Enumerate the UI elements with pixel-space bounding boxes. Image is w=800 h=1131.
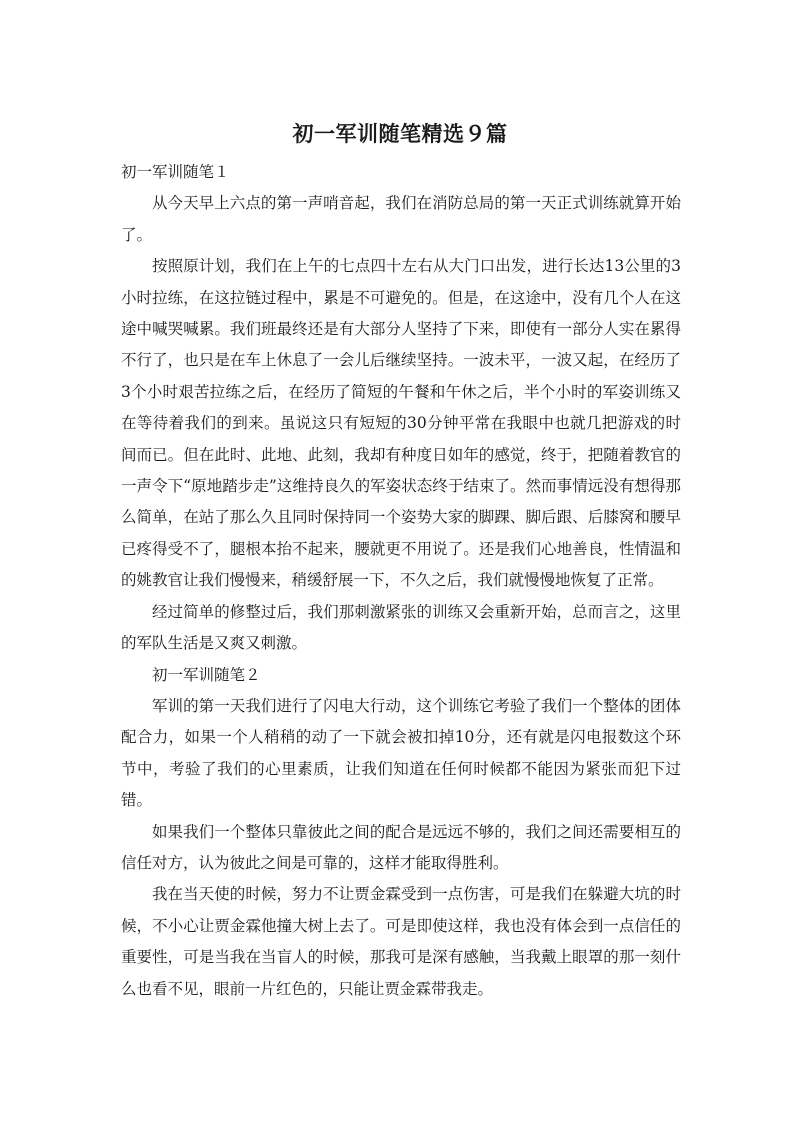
section-2-paragraph-2: 如果我们一个整体只靠彼此之间的配合是远远不够的，我们之间还需要相互的信任对方，认为彼此之间是可靠的，这样才能取得胜利。 (121, 822, 681, 872)
section-1-paragraph-1: 从今天早上六点的第一声哨音起，我们在消防总局的第一天正式训练就算开始了。 (121, 194, 681, 244)
section-1-paragraph-2: 按照原计划，我们在上午的七点四十左右从大门口出发，进行长达13公里的3小时拉练，在这拉链过程中，累是不可避免的。但是，在这途中，没有几个人在这途中喊哭喊累。我们班最终还是有大部分人坚持了下来，即使有一部分人实在累得不行了，也只是在车上休息了一会儿后继续坚持。一波未平，一波又起，在经历了3个小时艰苦拉练之后，在经历了简短的午餐和午休之后，半个小时的军姿训练又在等待着我们的到来。虽说这只有短短的30分钟平常在我眼中也就几把游戏的时间而已。但在此时、此地、此刻，我却有种度日如年的感觉，终于，把随着教官的一声令下“原地踏步走”这维持良久的军姿状态终于结束了。然而事情远没有想得那么简单，在站了那么久且同时保持同一个姿势大家的脚踝、脚后跟、后膝窝和腰早已疼得受不了，腿根本抬不起来，腰就更不用说了。还是我们心地善良，性情温和的姚教官让我们慢慢来，稍缓舒展一下，不久之后，我们就慢慢地恢复了正常。 (121, 257, 681, 590)
section-1-heading: 初一军训随笔１ (121, 163, 230, 181)
document-body (121, 157, 681, 1005)
document-title: 初一军训随笔精选９篇 (292, 122, 508, 146)
section-2-paragraph-1: 军训的第一天我们进行了闪电大行动，这个训练它考验了我们一个整体的团体配合力，如果一个人稍稍的动了一下就会被扣掉10分，还有就是闪电报数这个环节中，考验了我们的心里素质，让我们知道在任何时候都不能因为紧张而犯下过错。 (121, 696, 681, 810)
section-2-paragraph-3: 我在当天使的时候，努力不让贾金霖受到一点伤害，可是我们在躲避大坑的时候，不小心让贾金霖他撞大树上去了。可是即使这样，我也没有体会到一点信任的重要性，可是当我在当盲人的时候，那我可是深有感触，当我戴上眼罩的那一刻什么也看不见，眼前一片红色的，只能让贾金霖带我走。 (121, 885, 681, 998)
section-1-paragraph-3: 经过简单的修整过后，我们那刺激紧张的训练又会重新开始，总而言之，这里的军队生活是又爽又刺激。 (121, 602, 681, 653)
section-2-heading: 初一军训随笔２ (152, 665, 261, 684)
